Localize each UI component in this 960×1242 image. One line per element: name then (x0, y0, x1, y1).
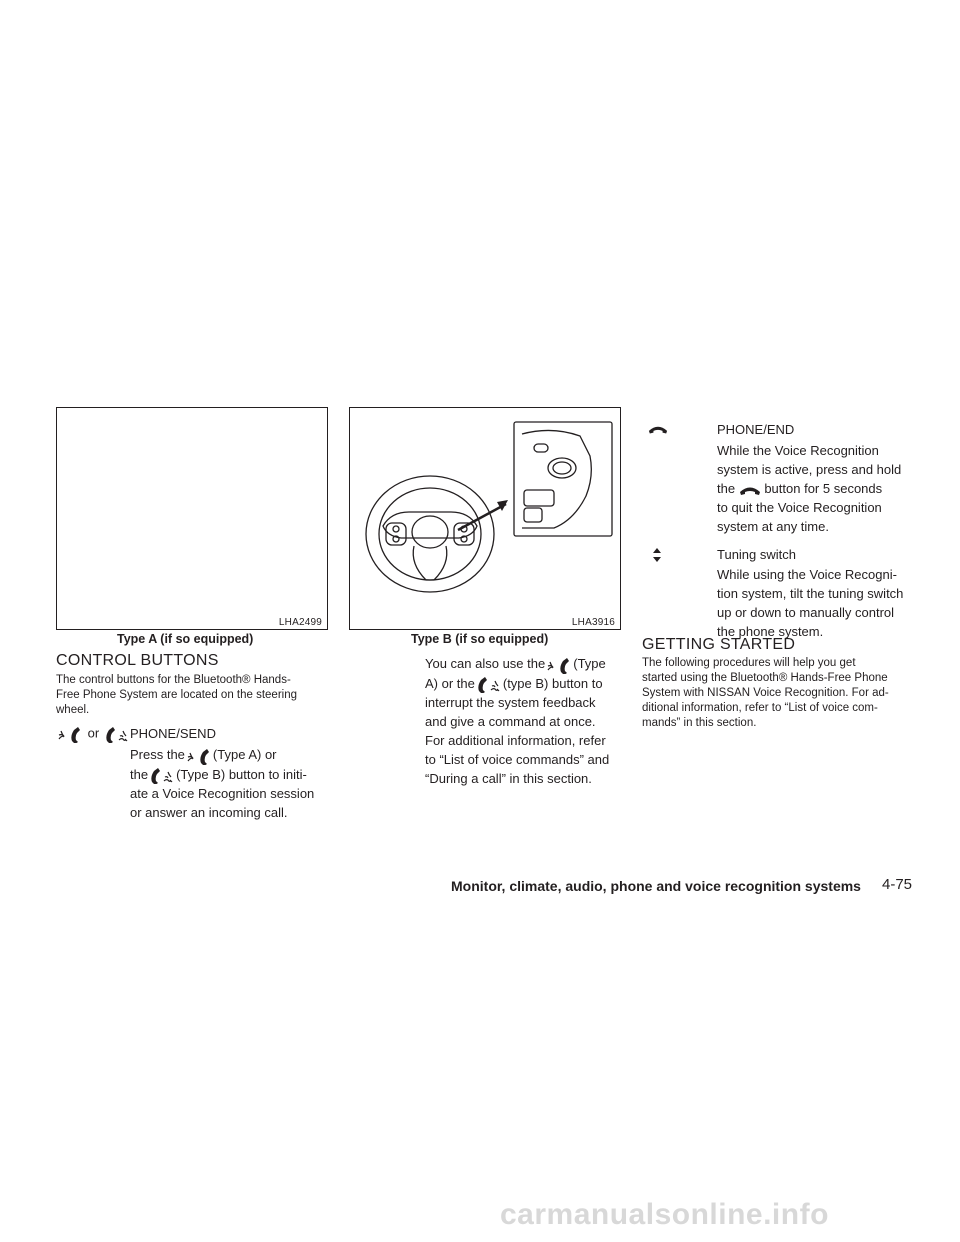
control-buttons-intro (56, 673, 297, 718)
phone-end-label: PHONE/END (717, 422, 795, 437)
phone-send-type-b-icon (148, 766, 176, 784)
text-line: System with NISSAN Voice Recognition. For ad- (642, 687, 889, 699)
tuning-switch-icon (652, 547, 662, 563)
text-line: interrupt the system feedback (425, 695, 596, 711)
figure-caption: Type A (if so equipped) (117, 632, 254, 646)
text-line (717, 479, 901, 498)
phone-end-description (717, 441, 901, 536)
text-line: up or down to manually control (717, 605, 895, 620)
getting-started-text (642, 656, 889, 731)
text-line: “During a call” in this section. (425, 771, 592, 787)
page-number: 4-75 (882, 876, 913, 893)
phone-send-type-a-icon (56, 725, 84, 743)
text-line (425, 654, 609, 674)
phone-end-icon (739, 484, 761, 496)
text-line: The following procedures will help you get (642, 657, 856, 669)
text-line (425, 674, 609, 694)
text-line: wheel. (56, 704, 90, 716)
tuning-switch-description (717, 565, 903, 641)
phone-send-type-a-icon (545, 656, 573, 674)
text-line: While using the Voice Recogni- (717, 567, 897, 582)
text-line (130, 745, 314, 765)
text-line: The control buttons for the Bluetooth® Hands- (56, 674, 291, 686)
text-line: Free Phone System are located on the steering (56, 689, 298, 701)
text-line: ditional information, refer to “List of voice com- (642, 702, 878, 714)
text-line: ate a Voice Recognition session (130, 786, 315, 802)
phone-send-type-b-icon (103, 725, 131, 743)
text-fragment: the (130, 766, 149, 782)
text-fragment: Press the (130, 747, 185, 762)
phone-end-icon (648, 423, 668, 435)
text-line: system is active, press and hold (717, 462, 902, 477)
interrupt-description (425, 654, 609, 788)
text-line: started using the Bluetooth® Hands-Free Phone (642, 672, 888, 684)
phone-send-description (130, 745, 314, 822)
section-heading-control-buttons: CONTROL BUTTONS (56, 652, 219, 669)
text-line: tion system, tilt the tuning switch (717, 586, 904, 601)
text-fragment: You can also use the (425, 656, 546, 671)
phone-send-type-a-icon (185, 747, 213, 765)
text-line: system at any time. (717, 519, 829, 534)
tuning-switch-label: Tuning switch (717, 547, 796, 562)
text-fragment: (Type (573, 656, 606, 671)
footer-section-title: Monitor, climate, audio, phone and voice recognition systems (451, 878, 861, 894)
text-fragment: (type B) button to (502, 675, 603, 691)
figure-type-a (56, 407, 328, 630)
text-line: mands” in this section. (642, 717, 757, 729)
figure-type-b (349, 407, 621, 630)
figure-code: LHA2499 (278, 617, 322, 628)
text-line: to “List of voice commands” and (425, 752, 610, 768)
text-fragment: (Type B) button to initi- (176, 766, 307, 782)
section-heading-getting-started: GETTING STARTED (642, 636, 796, 653)
text-line: For additional information, refer (425, 733, 606, 749)
phone-send-icons (56, 725, 131, 743)
text-fragment: (Type A) or (212, 747, 277, 762)
steering-wheel-illustration (350, 408, 620, 629)
text-line: While the Voice Recognition (717, 443, 879, 458)
text-line: the phone system. (717, 624, 824, 639)
text-fragment: button for 5 seconds (764, 481, 883, 496)
text-line: and give a command at once. (425, 714, 596, 730)
text-line (130, 765, 314, 785)
watermark: carmanualsonline.info (500, 1198, 829, 1231)
phone-send-type-b-icon (475, 675, 503, 693)
figure-caption: Type B (if so equipped) (411, 632, 549, 646)
icon-or-text: or (87, 725, 100, 741)
text-fragment: the (717, 481, 736, 496)
figure-code: LHA3916 (571, 617, 615, 628)
text-line: or answer an incoming call. (130, 805, 288, 821)
phone-send-label: PHONE/SEND (130, 726, 216, 741)
text-fragment: A) or the (425, 675, 475, 691)
text-line: to quit the Voice Recognition (717, 500, 882, 515)
